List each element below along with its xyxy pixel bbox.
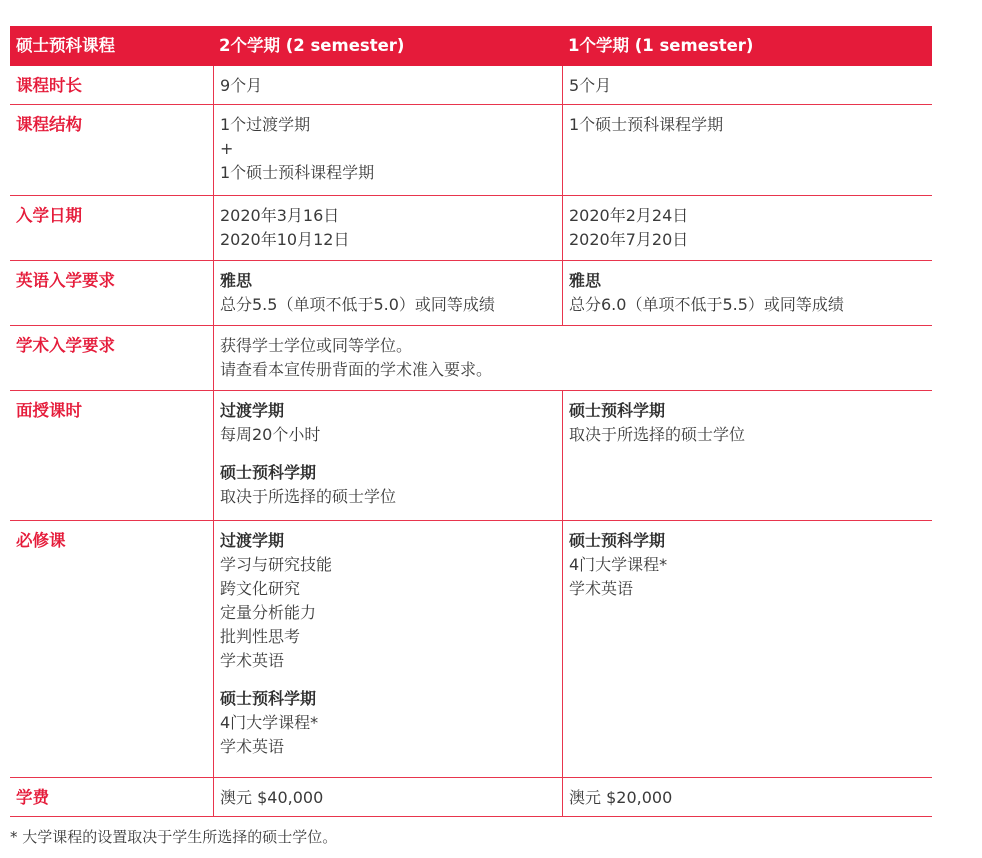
cell-two: 9个月: [213, 66, 562, 104]
row-english: [10, 261, 932, 326]
footnote: * 大学课程的设置取决于学生所选择的硕士学位。: [10, 828, 338, 846]
cell-one: 澳元 $20,000: [562, 778, 932, 816]
text-line: 总分6.0（单项不低于5.5）或同等成绩: [569, 295, 844, 314]
text-line: 请查看本宣传册背面的学术准入要求。: [220, 360, 493, 379]
text-line: 总分5.5（单项不低于5.0）或同等成绩: [220, 295, 495, 314]
subheading: 硕士预科学期: [569, 531, 666, 550]
cell-two: [213, 521, 562, 777]
subheading: 雅思: [220, 271, 253, 290]
text-line: 1个硕士预科课程学期: [220, 163, 375, 182]
text-line: 1个过渡学期: [220, 115, 311, 134]
subheading: 硕士预科学期: [220, 689, 317, 708]
subheading: 过渡学期: [220, 401, 285, 420]
row-label: 必修课: [16, 531, 66, 550]
row-intake: [10, 196, 932, 261]
date-line: 2020年10月12日: [220, 230, 350, 249]
row-required-courses: [10, 521, 932, 778]
text-line: 取决于所选择的硕士学位: [569, 425, 746, 444]
cell-merged: [213, 326, 932, 390]
course-item: 学术英语: [220, 737, 285, 756]
cell-one: [562, 521, 932, 777]
course-item: 4门大学课程*: [569, 555, 668, 574]
cell-one: [562, 391, 932, 520]
header-one-semester: 1个学期 (1 semester): [568, 36, 754, 55]
course-item: 批判性思考: [220, 627, 301, 646]
cell-one: [562, 196, 932, 260]
spacer: [220, 447, 562, 461]
row-structure: [10, 105, 932, 196]
course-item: 定量分析能力: [220, 603, 317, 622]
date-line: 2020年3月16日: [220, 206, 340, 225]
course-item: 学术英语: [220, 651, 285, 670]
row-label: 课程结构: [16, 115, 82, 134]
row-label: 面授课时: [16, 401, 82, 420]
text-line: 每周20个小时: [220, 425, 321, 444]
course-item: 学习与研究技能: [220, 555, 333, 574]
program-table: [10, 26, 932, 817]
cell-two: 澳元 $40,000: [213, 778, 562, 816]
cell-one: 1个硕士预科课程学期: [562, 105, 932, 195]
course-item: 跨文化研究: [220, 579, 301, 598]
text-line: +: [220, 139, 234, 158]
row-label: 学术入学要求: [16, 336, 115, 355]
subheading: 硕士预科学期: [220, 463, 317, 482]
row-label: 课程时长: [16, 76, 82, 95]
row-duration: [10, 66, 932, 105]
subheading: 过渡学期: [220, 531, 285, 550]
row-label: 学费: [16, 788, 49, 807]
header-program: 硕士预科课程: [16, 36, 115, 55]
row-fees: [10, 778, 932, 817]
subheading: 雅思: [569, 271, 602, 290]
table-header: [10, 26, 932, 66]
row-label: 入学日期: [16, 206, 82, 225]
course-item: 学术英语: [569, 579, 634, 598]
cell-two: [213, 196, 562, 260]
row-label: 英语入学要求: [16, 271, 115, 290]
subheading: 硕士预科学期: [569, 401, 666, 420]
course-item: 4门大学课程*: [220, 713, 319, 732]
date-line: 2020年7月20日: [569, 230, 689, 249]
cell-one: 5个月: [562, 66, 932, 104]
date-line: 2020年2月24日: [569, 206, 689, 225]
cell-two: [213, 105, 562, 195]
header-two-semester: 2个学期 (2 semester): [219, 36, 405, 55]
row-academic: [10, 326, 932, 391]
text-line: 取决于所选择的硕士学位: [220, 487, 397, 506]
cell-two: [213, 391, 562, 520]
text-line: 获得学士学位或同等学位。: [220, 336, 413, 355]
cell-one: [562, 261, 932, 325]
spacer: [220, 673, 562, 687]
cell-two: [213, 261, 562, 325]
row-contact-hours: [10, 391, 932, 521]
